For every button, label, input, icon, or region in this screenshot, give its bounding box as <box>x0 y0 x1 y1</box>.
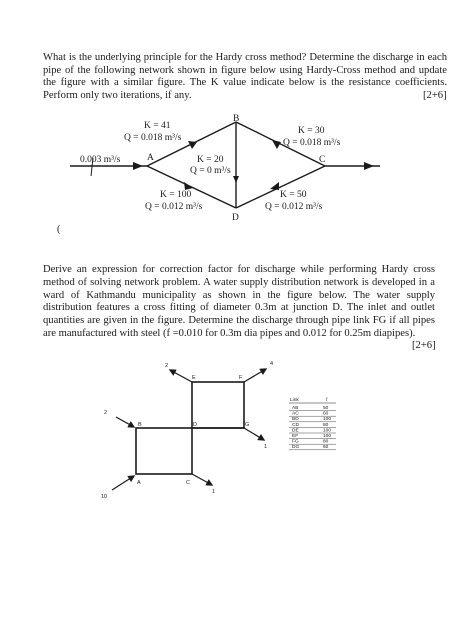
flow-top-right-line <box>244 369 266 382</box>
inflow-label: 0.003 m³/s <box>80 155 121 165</box>
table-header-f: f <box>326 398 328 403</box>
question-1-text: What is the underlying principle for the Hardy cross method? Determine the discharge in each pipe of the following network shown in figure below using Hardy-Cross method and update the figure with a similar figure. The K value indicate below is the resistance coefficients. Perform only two iterations, if any. <box>43 52 447 102</box>
table-cell-f: 60 <box>323 445 329 451</box>
table-cell-link: FG <box>292 439 299 445</box>
pipe-dc-q: Q = 0.012 m³/s <box>265 202 323 212</box>
flow-left-line <box>116 417 134 427</box>
pipe-bc-q: Q = 0.018 m³/s <box>283 138 341 148</box>
table-cell-link: DG <box>292 445 300 451</box>
table-cell-link: CD <box>292 422 299 428</box>
figure-2-network <box>101 361 273 500</box>
question-2-text: Derive an expression for correction factor for discharge while performing Hardy cross method of solving network problem. A water supply distribution network is developed in a ward of Kathmandu municipality as shown in the figure below. The water supply distribution features a cross fitting of diameter 0.3m at junction D. The inlet and outlet quantities are given in the figure. Determine the discharge through pipe link FG if all pipes are manufactured with steel (f =0.010 for 0.3m dia pipes and 0.012 for 0.25m diapipes). <box>43 264 435 339</box>
arrow-outflow-icon <box>364 162 374 170</box>
pipe-ad-k: K = 100 <box>160 190 192 200</box>
figure-1-network <box>70 114 380 223</box>
fig2-node-g: G <box>245 422 250 428</box>
table-rows <box>289 405 336 450</box>
pipe-ab-q: Q = 0.018 m³/s <box>124 133 182 143</box>
table-header-link: Link <box>290 398 299 403</box>
fig2-node-a: A <box>137 480 141 486</box>
flow-right-line <box>244 428 264 440</box>
stray-paren: ( <box>57 224 61 235</box>
fig2-node-e: E <box>192 375 196 381</box>
question-1-marks: [2+6] <box>423 90 447 101</box>
table-cell-f: 100 <box>323 434 332 439</box>
node-b-label: B <box>233 114 240 124</box>
table-cell-f: 100 <box>323 428 332 434</box>
loop-edgf <box>192 382 244 428</box>
pipe-ab-k: K = 41 <box>144 121 171 131</box>
flow-top-right-value: 4 <box>270 361 274 367</box>
question-2-marks: [2+6] <box>412 340 436 351</box>
pipe-bc-k: K = 30 <box>298 126 325 136</box>
pipe-bd-q: Q = 0 m³/s <box>190 166 231 176</box>
flow-bottom-right-line <box>192 474 212 485</box>
table-cell-link: AC <box>292 411 299 417</box>
flow-left-value: 2 <box>104 410 108 416</box>
table-cell-link: DE <box>292 428 299 434</box>
pipe-ad-q: Q = 0.012 m³/s <box>145 202 203 212</box>
fig2-node-f: F <box>239 375 243 381</box>
arrow-bd-icon <box>233 176 239 183</box>
arrow-bc-icon <box>272 140 281 149</box>
table-cell-f: 80 <box>323 439 329 445</box>
table-cell-f: 100 <box>323 417 332 423</box>
pipe-dc-k: K = 50 <box>280 190 307 200</box>
pipe-bd-k: K = 20 <box>197 155 224 165</box>
flow-top-left-value: 2 <box>165 363 169 369</box>
flow-top-left-line <box>170 370 192 382</box>
flow-right-value: 1 <box>264 444 268 450</box>
fig2-node-c: C <box>186 480 190 486</box>
arrow-ad-icon <box>184 182 193 190</box>
table-cell-link: BD <box>292 417 299 423</box>
fig2-node-b: B <box>138 422 142 428</box>
table-cell-f: 80 <box>323 422 329 428</box>
table-cell-f: 60 <box>323 411 329 417</box>
node-d-label: D <box>232 213 239 223</box>
table-cell-f: 50 <box>323 406 329 411</box>
loop-bdca <box>136 428 192 474</box>
flow-bottom-left-value: 10 <box>101 494 108 500</box>
node-a-label: A <box>147 153 154 163</box>
friction-table <box>289 397 336 450</box>
inflow-arrow-icon <box>133 162 143 170</box>
flow-bottom-left-line <box>112 476 134 490</box>
node-c-label: C <box>319 155 326 165</box>
flow-bottom-right-value: 1 <box>212 489 216 495</box>
arrow-dc-icon <box>270 182 279 190</box>
table-cell-link: EF <box>292 434 299 439</box>
table-cell-link: AB <box>292 406 299 411</box>
fig2-node-d: D <box>193 422 197 428</box>
